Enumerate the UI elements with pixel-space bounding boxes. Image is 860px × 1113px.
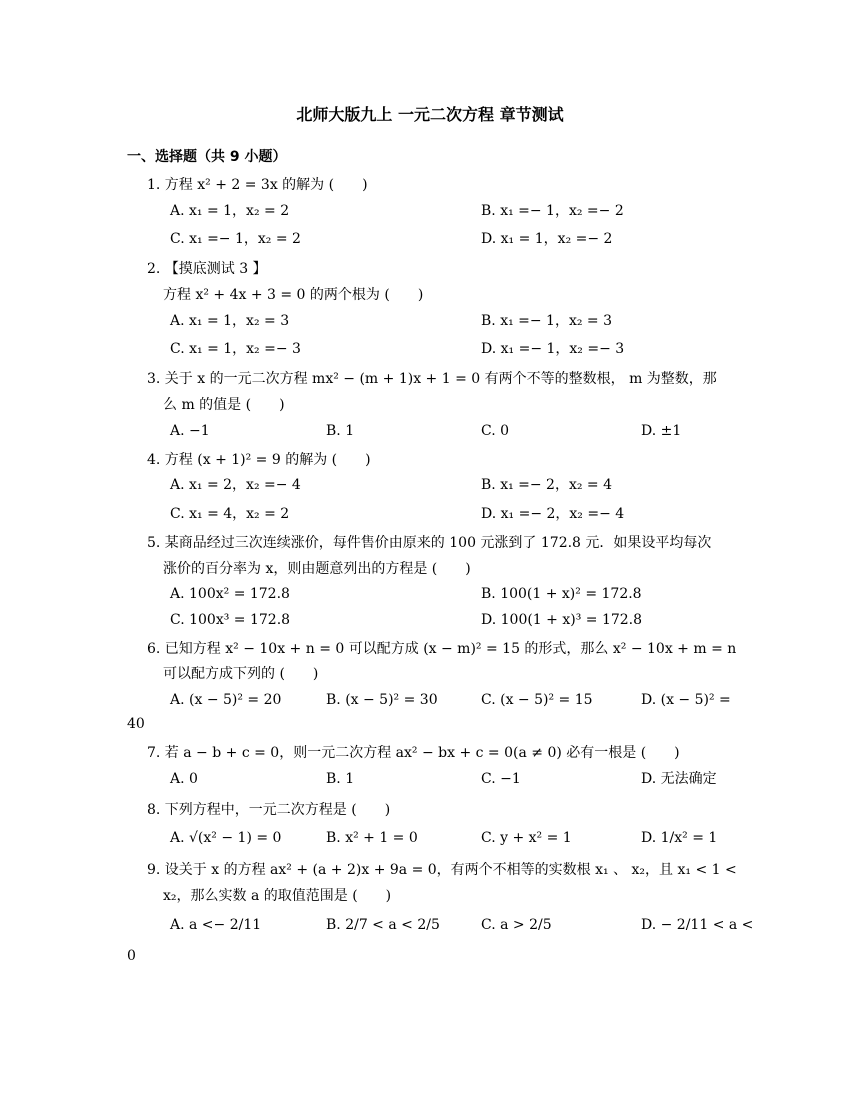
question-6-option-d-wrap: 40 — [127, 716, 145, 732]
question-5-option-c: C. 100x³ = 172.8 — [170, 612, 291, 628]
question-4-stem: 4. 方程 (x + 1)² = 9 的解为 ( ) — [147, 452, 371, 468]
question-8-stem: 8. 下列方程中，一元二次方程是 ( ) — [147, 802, 391, 818]
question-2-option-d: D. x₁ =− 1，x₂ =− 3 — [481, 341, 625, 357]
question-5-stem-line-1: 5. 某商品经过三次连续涨价，每件售价由原来的 100 元涨到了 172.8 元．如果设平均每次 — [147, 535, 712, 551]
question-7-option-b: B. 1 — [326, 771, 355, 787]
question-5-stem-line-2: 涨价的百分率为 x，则由题意列出的方程是 ( ) — [163, 561, 471, 577]
question-8-option-a: A. √(x² − 1) = 0 — [170, 830, 282, 846]
question-7-option-a: A. 0 — [170, 771, 198, 787]
question-7-option-d: D. 无法确定 — [641, 771, 717, 787]
question-9-stem-line-1: 9. 设关于 x 的方程 ax² + (a + 2)x + 9a = 0，有两个不相等的实数根 x₁ 、 x₂，且 x₁ < 1 < — [147, 862, 737, 878]
question-4-option-a: A. x₁ = 2，x₂ =− 4 — [170, 477, 301, 493]
question-8-option-d: D. 1/x² = 1 — [641, 830, 718, 846]
question-3-option-c: C. 0 — [481, 423, 510, 439]
question-9-option-c: C. a > 2/5 — [481, 917, 552, 933]
question-5-option-d: D. 100(1 + x)³ = 172.8 — [481, 612, 643, 628]
question-9-option-d-wrap: 0 — [127, 948, 136, 964]
question-5-option-a: A. 100x² = 172.8 — [170, 586, 290, 602]
question-3-option-b: B. 1 — [326, 423, 355, 439]
question-3-stem-line-1: 3. 关于 x 的一元二次方程 mx² − (m + 1)x + 1 = 0 有两个不等的整数根， m 为整数，那 — [147, 371, 717, 387]
question-4-option-b: B. x₁ =− 2，x₂ = 4 — [481, 477, 613, 493]
section-heading: 一、选择题（共 9 小题） — [127, 149, 287, 165]
question-4-option-d: D. x₁ =− 2，x₂ =− 4 — [481, 506, 625, 522]
page-title: 北师大版九上 一元二次方程 章节测试 — [296, 105, 564, 124]
question-6-stem-line-1: 6. 已知方程 x² − 10x + n = 0 可以配方成 (x − m)² = 15 的形式，那么 x² − 10x + m = n — [147, 641, 737, 657]
question-9-option-a: A. a <− 2/11 — [170, 917, 262, 933]
question-2-option-b: B. x₁ =− 1，x₂ = 3 — [481, 313, 613, 329]
question-6-stem-line-2: 可以配方成下列的 ( ) — [163, 666, 319, 682]
question-6-option-a: A. (x − 5)² = 20 — [170, 692, 282, 708]
question-8-option-c: C. y + x² = 1 — [481, 830, 572, 846]
question-1-option-a: A. x₁ = 1，x₂ = 2 — [170, 203, 290, 219]
question-7-stem: 7. 若 a − b + c = 0，则一元二次方程 ax² − bx + c = 0(a ≠ 0) 必有一根是 ( ) — [147, 745, 680, 761]
question-7-option-c: C. −1 — [481, 771, 521, 787]
question-2-stem-line-1: 2. 【摸底测试 3 】 — [147, 261, 267, 277]
question-2-stem-line-2: 方程 x² + 4x + 3 = 0 的两个根为 ( ) — [163, 287, 424, 303]
question-2-option-a: A. x₁ = 1，x₂ = 3 — [170, 313, 290, 329]
question-1-stem: 1. 方程 x² + 2 = 3x 的解为 ( ) — [147, 177, 368, 193]
question-6-option-b: B. (x − 5)² = 30 — [326, 692, 438, 708]
question-3-option-a: A. −1 — [170, 423, 210, 439]
question-3-stem-line-2: 么 m 的值是 ( ) — [163, 397, 285, 413]
question-5-option-b: B. 100(1 + x)² = 172.8 — [481, 586, 642, 602]
question-6-option-d: D. (x − 5)² = — [641, 692, 731, 708]
question-9-stem-line-2: x₂，那么实数 a 的取值范围是 ( ) — [163, 888, 392, 904]
question-1-option-d: D. x₁ = 1，x₂ =− 2 — [481, 231, 613, 247]
question-1-option-c: C. x₁ =− 1，x₂ = 2 — [170, 231, 301, 247]
question-2-option-c: C. x₁ = 1，x₂ =− 3 — [170, 341, 301, 357]
question-9-option-d: D. − 2/11 < a < — [641, 917, 754, 933]
question-8-option-b: B. x² + 1 = 0 — [326, 830, 418, 846]
question-3-option-d: D. ±1 — [641, 423, 682, 439]
question-9-option-b: B. 2/7 < a < 2/5 — [326, 917, 440, 933]
question-6-option-c: C. (x − 5)² = 15 — [481, 692, 593, 708]
question-4-option-c: C. x₁ = 4，x₂ = 2 — [170, 506, 290, 522]
question-1-option-b: B. x₁ =− 1，x₂ =− 2 — [481, 203, 624, 219]
